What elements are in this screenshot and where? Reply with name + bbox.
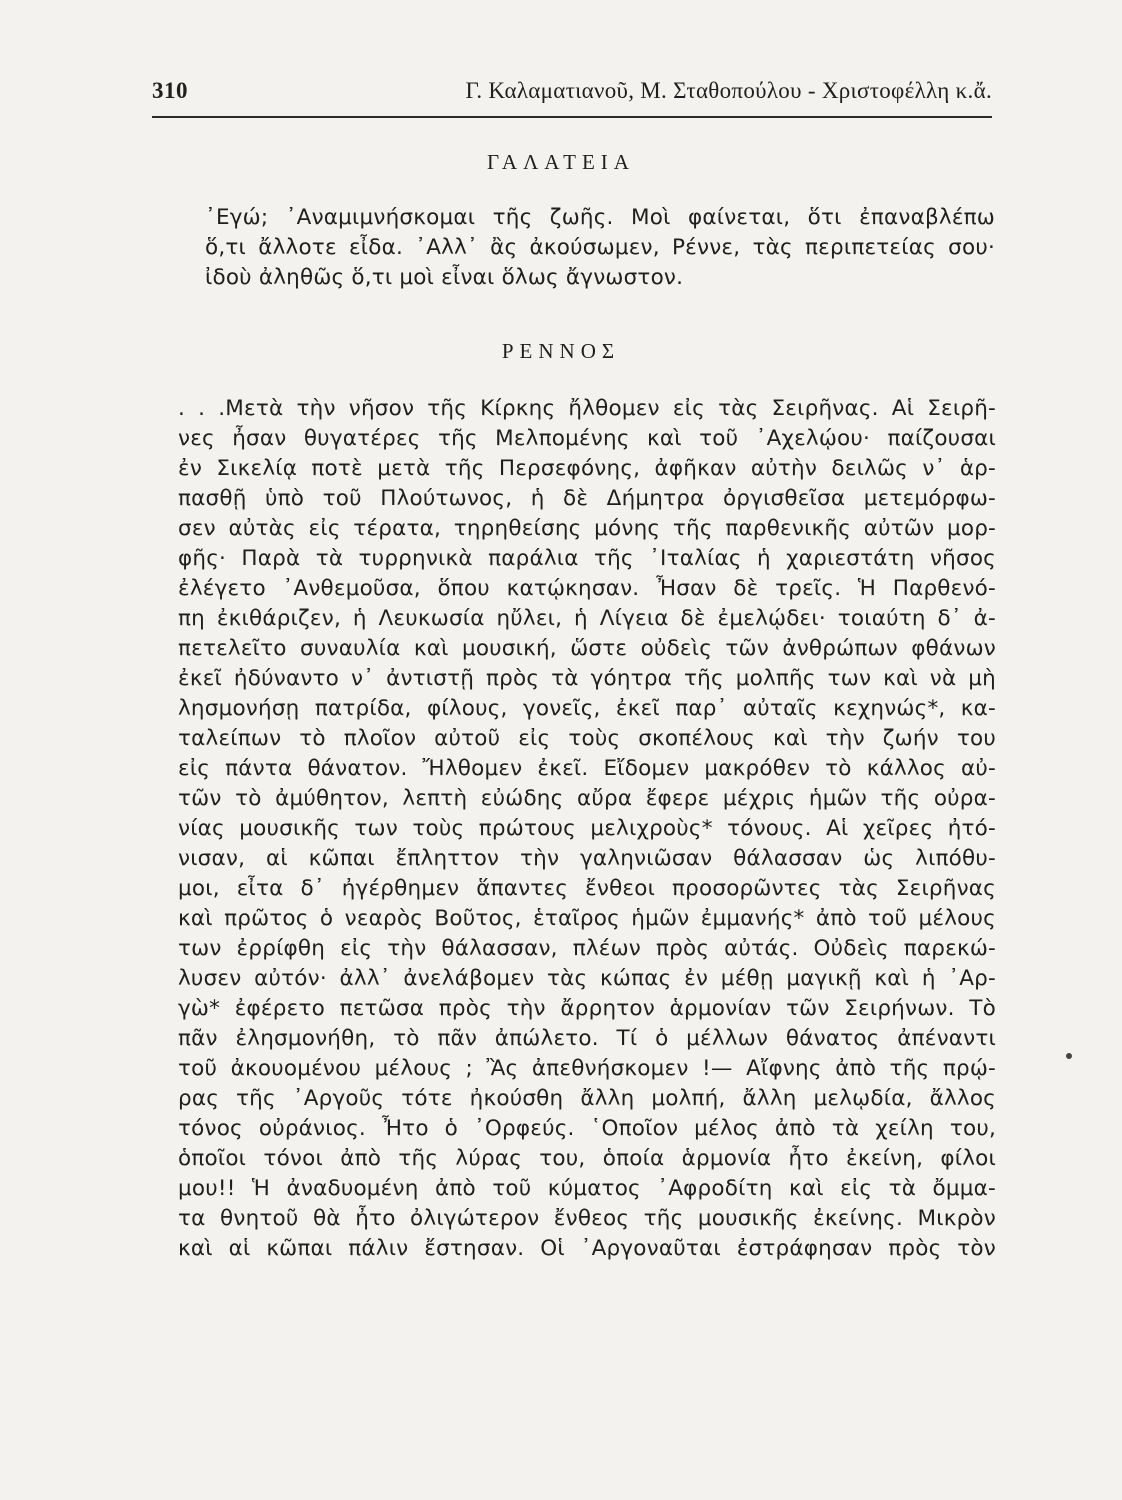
text-line: μου!! Ἡ ἀναδυομένη ἀπὸ τοῦ κύματος ᾿Αφροδίτη καὶ εἰς τὰ ὄμμα- xyxy=(178,1176,996,1201)
text-line: νισαν, αἱ κῶπαι ἔπληττον τὴν γαληνιῶσαν θάλασσαν ὡς λιπόθυ- xyxy=(178,846,996,871)
paragraph-galateia xyxy=(205,203,995,293)
text-line: ἐκεῖ ἠδύναντο ν᾿ ἀντιστῇ πρὸς τὰ γόητρα τῆς μολπῆς των καὶ νὰ μὴ xyxy=(178,666,996,691)
running-head: Γ. Καλαματιανοῦ, Μ. Σταθοπούλου - Χριστοφέλλη κ.ἄ. xyxy=(465,78,992,103)
text-line: πασθῇ ὑπὸ τοῦ Πλούτωνος, ἡ δὲ Δήμητρα ὀργισθεῖσα μετεμόρφω- xyxy=(178,486,996,511)
text-line: τῶν τὸ ἀμύθητον, λεπτὴ εὐώδης αὔρα ἔφερε μέχρις ἡμῶν τῆς οὐρα- xyxy=(178,786,996,811)
text-line: λησμονήσῃ πατρίδα, φίλους, γονεῖς, ἐκεῖ παρ᾿ αὐταῖς κεχηνώς*, κα- xyxy=(178,696,996,721)
text-line: ἐλέγετο ᾿Ανθεμοῦσα, ὅπου κατῴκησαν. Ἦσαν δὲ τρεῖς. Ἡ Παρθενό- xyxy=(178,576,996,601)
text-line: ταλείπων τὸ πλοῖον αὐτοῦ εἰς τοὺς σκοπέλους καὶ τὴν ζωήν του xyxy=(178,726,996,751)
text-line: φῆς· Παρὰ τὰ τυρρηνικὰ παράλια τῆς ᾿Ιταλίας ἡ χαριεστάτη νῆσος xyxy=(178,546,996,571)
text-line: καὶ αἱ κῶπαι πάλιν ἔστησαν. Οἱ ᾿Αργοναῦται ἐστράφησαν πρὸς τὸν xyxy=(178,1236,996,1261)
speaker-heading-galateia: ΓΑΛΑΤΕΙΑ xyxy=(487,150,635,174)
text-line: . . .Μετὰ τὴν νῆσον τῆς Κίρκης ἤλθομεν εἰς τὰς Σειρῆνας. Αἱ Σειρῆ- xyxy=(178,396,996,421)
text-line: εἰς πάντα θάνατον. Ἤλθομεν ἐκεῖ. Εἴδομεν μακρόθεν τὸ κάλλος αὐ- xyxy=(178,756,996,781)
text-line: νες ἦσαν θυγατέρες τῆς Μελπομένης καὶ τοῦ ᾿Αχελῴου· παίζουσαι xyxy=(178,426,996,451)
text-line: τοῦ ἀκουομένου μέλους ; Ἂς ἀπεθνήσκομεν !— Αἴφνης ἀπὸ τῆς πρῴ- xyxy=(178,1056,996,1081)
page-number: 310 xyxy=(152,78,188,103)
text-line: ᾿Εγώ; ᾿Αναμιμνήσκομαι τῆς ζωῆς. Μοὶ φαίνεται, ὅτι ἐπαναβλέπω xyxy=(205,205,995,230)
speaker-heading-rennos: ΡΕΝΝΟΣ xyxy=(501,339,621,363)
text-line: γὼ* ἐφέρετο πετῶσα πρὸς τὴν ἄρρητον ἁρμονίαν τῶν Σειρήνων. Τὸ xyxy=(178,996,996,1021)
text-line: νίας μουσικῆς των τοὺς πρώτους μελιχροὺς* τόνους. Αἱ χεῖρες ἠτό- xyxy=(178,816,996,841)
text-line: ἰδοὺ ἀληθῶς ὅ,τι μοὶ εἶναι ὅλως ἄγνωστον. xyxy=(205,265,684,290)
text-line: καὶ πρῶτος ὁ νεαρὸς Βοῦτος, ἑταῖρος ἡμῶν ἐμμανής* ἀπὸ τοῦ μέλους xyxy=(178,906,996,931)
text-line: των ἐρρίφθη εἰς τὴν θάλασσαν, πλέων πρὸς αὐτάς. Οὐδεὶς παρεκώ- xyxy=(178,936,996,961)
text-line: μοι, εἶτα δ᾿ ἠγέρθημεν ἅπαντες ἔνθεοι προσορῶντες τὰς Σειρῆνας xyxy=(178,876,996,901)
text-line: πη ἐκιθάριζεν, ἡ Λευκωσία ηὔλει, ἡ Λίγεια δὲ ἐμελῴδει· τοιαύτη δ᾿ ἀ- xyxy=(178,606,996,631)
header-rule xyxy=(152,116,992,118)
page-header xyxy=(152,72,992,112)
text-line: ρας τῆς ᾿Αργοῦς τότε ἠκούσθη ἄλλη μολπή, ἄλλη μελῳδία, ἄλλος xyxy=(178,1086,996,1111)
text-line: ὅ,τι ἄλλοτε εἶδα. ᾿Αλλ᾿ ἂς ἀκούσωμεν, Ρέννε, τὰς περιπετείας σου· xyxy=(205,235,995,260)
text-line: τόνος οὐράνιος. Ἦτο ὁ ᾿Ορφεύς. ῾Οποῖον μέλος ἀπὸ τὰ χείλη του, xyxy=(178,1116,996,1141)
text-line: πετελεῖτο συναυλία καὶ μουσική, ὥστε οὐδεὶς τῶν ἀνθρώπων φθάνων xyxy=(178,636,996,661)
paragraph-rennos xyxy=(178,394,996,1264)
scan-speck xyxy=(1066,1053,1072,1059)
text-line: τα θνητοῦ θὰ ἦτο ὀλιγώτερον ἔνθεος τῆς μουσικῆς ἐκείνης. Μικρὸν xyxy=(178,1206,996,1231)
text-line: σεν αὐτὰς εἰς τέρατα, τηρηθείσης μόνης τῆς παρθενικῆς αὐτῶν μορ- xyxy=(178,516,996,541)
text-line: ὁποῖοι τόνοι ἀπὸ τῆς λύρας του, ὁποία ἁρμονία ἦτο ἐκείνη, φίλοι xyxy=(178,1146,996,1171)
text-line: ἐν Σικελίᾳ ποτὲ μετὰ τῆς Περσεφόνης, ἀφῆκαν αὐτὴν δειλῶς ν᾿ ἁρ- xyxy=(178,456,996,481)
text-line: πᾶν ἐλησμονήθη, τὸ πᾶν ἀπώλετο. Τί ὁ μέλλων θάνατος ἀπέναντι xyxy=(178,1026,996,1051)
text-line: λυσεν αὐτόν· ἀλλ᾿ ἀνελάβομεν τὰς κώπας ἐν μέθῃ μαγικῇ καὶ ἡ ᾿Αρ- xyxy=(178,966,996,991)
